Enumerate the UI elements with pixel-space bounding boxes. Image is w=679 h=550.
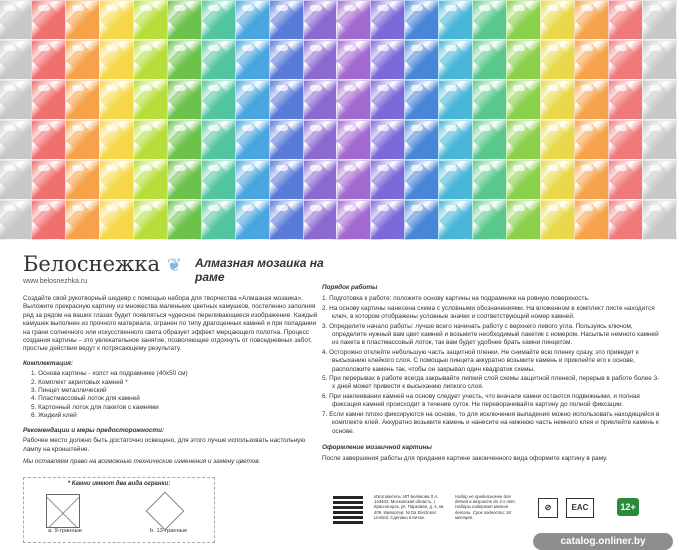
gem-tile (303, 120, 338, 160)
gem-tile (472, 40, 507, 80)
gem-highlight (344, 165, 356, 171)
gem-highlight (547, 125, 559, 131)
nine-facet-gem-icon (46, 494, 80, 528)
brand-url: www.belosnezhka.ru (23, 278, 88, 285)
kit-item: 1. Основа картины - холст на подрамнике (40х50 см) (31, 370, 188, 378)
kit-title: Комплектация: (23, 359, 74, 367)
gem-tile (303, 160, 338, 200)
gem-tile (303, 200, 338, 240)
gem-mosaic-banner (0, 0, 679, 240)
gem-highlight (377, 45, 389, 51)
gem-highlight (445, 85, 457, 91)
gem-tile (133, 40, 168, 80)
gem-highlight (581, 85, 593, 91)
gem-tile (337, 120, 372, 160)
gem-tile (337, 0, 372, 40)
gem-highlight (242, 165, 254, 171)
gem-highlight (581, 165, 593, 171)
gem-tile (99, 200, 134, 240)
gem-highlight (106, 45, 118, 51)
gem-tile (269, 40, 304, 80)
gem-tile (506, 200, 541, 240)
gem-tile (133, 0, 168, 40)
gem-highlight (479, 45, 491, 51)
gem-highlight (276, 85, 288, 91)
gem-highlight (513, 125, 525, 131)
gem-tile (438, 40, 473, 80)
gem-highlight (242, 45, 254, 51)
gem-highlight (377, 125, 389, 131)
left-column (23, 295, 323, 470)
gem-tile (167, 120, 202, 160)
gem-tile (540, 200, 575, 240)
gem-tile (608, 0, 643, 40)
step-item: 4. Осторожно отклейте небольшую часть защитной пленки. Не снимайте всю пленку сразу, это приведет к высыханию клейкого слоя. С помощью пинцета аккуратно возьмите камень и приклейте его к основе, расположите камень так, чтобы он закрывал один квадратик схемы. (322, 348, 639, 373)
gem-tile (574, 200, 609, 240)
gem-tile (438, 160, 473, 200)
gem-tile (438, 120, 473, 160)
gem-tile (65, 120, 100, 160)
gem-tile (269, 120, 304, 160)
gem-tile (404, 120, 439, 160)
gem-highlight (4, 85, 16, 91)
gem-highlight (615, 205, 627, 211)
gem-tile (642, 200, 677, 240)
step-item: 2. На основу картины нанесена схема с условными обозначениями. На вложенном в комплект листе находится ключ, в котором отображены условные значки и соответствующий номер камней. (322, 304, 655, 321)
recommend-text: Рабочее место должно быть достаточно освещено, для этого лучше использовать настольную лампу на кронштейне. (23, 437, 306, 453)
instructions-sheet (0, 242, 679, 550)
gem-highlight (581, 205, 593, 211)
gem-highlight (344, 45, 356, 51)
gem-tile (540, 0, 575, 40)
gem-tile (65, 40, 100, 80)
gem-highlight (344, 125, 356, 131)
gem-highlight (479, 5, 491, 11)
gem-tile (0, 40, 32, 80)
gem-highlight (38, 125, 50, 131)
gem-tile (235, 80, 270, 120)
gem-tile (201, 120, 236, 160)
gem-highlight (106, 165, 118, 171)
gem-tile (370, 80, 405, 120)
gem-tile (642, 40, 677, 80)
gem-highlight (581, 125, 593, 131)
gem-tile (404, 0, 439, 40)
gem-highlight (310, 5, 322, 11)
gem-highlight (310, 205, 322, 211)
gem-highlight (445, 165, 457, 171)
gem-highlight (479, 125, 491, 131)
gem-highlight (513, 165, 525, 171)
gem-tile (201, 0, 236, 40)
gem-highlight (513, 5, 525, 11)
gem-highlight (72, 5, 84, 11)
age-rating-badge: 12+ (617, 498, 639, 516)
gem-highlight (445, 205, 457, 211)
gem-highlight (547, 5, 559, 11)
gem-highlight (411, 85, 423, 91)
gem-highlight (615, 5, 627, 11)
safety-warning: Набор не предназначен для детей в возрасте до 3-х лет. Наборы содержат мелкие детали. Срок годности: 18 месяцев. (455, 494, 516, 520)
gem-highlight (649, 5, 661, 11)
gem-tile (167, 200, 202, 240)
gem-tile (540, 80, 575, 120)
gem-highlight (140, 85, 152, 91)
manufacturer-address: Изготовитель: ИП Белякова Л.А. 143402, Московская область, г. Красногорск, ул. Парковая, д. 4, кв. 409. Импортер: Ni Da Electronic Limited. Сделано в Китае. (374, 494, 445, 520)
cut-label-a: a. 9-гранные (48, 528, 82, 534)
gem-tile (472, 200, 507, 240)
gem-tile (472, 120, 507, 160)
gem-highlight (276, 125, 288, 131)
gem-highlight (615, 165, 627, 171)
gem-highlight (513, 45, 525, 51)
gem-highlight (174, 205, 186, 211)
gem-tile (99, 80, 134, 120)
gem-tile (608, 200, 643, 240)
no-small-children-icon: ⊘ (538, 498, 558, 518)
gem-highlight (72, 165, 84, 171)
gem-highlight (513, 85, 525, 91)
design-text: После завершения работы для придания картине законченного вида оформите картину в раму. (322, 455, 608, 463)
gem-tile (99, 160, 134, 200)
gem-highlight (411, 45, 423, 51)
step-item: 1. Подготовка к работе: положите основу картины на подрамнике на ровную поверхность. (322, 295, 590, 303)
gem-highlight (4, 125, 16, 131)
gem-highlight (174, 5, 186, 11)
gem-tile (404, 80, 439, 120)
gem-highlight (649, 85, 661, 91)
gem-tile (506, 0, 541, 40)
gem-tile (303, 80, 338, 120)
gem-tile (99, 40, 134, 80)
gem-highlight (276, 165, 288, 171)
gem-highlight (615, 125, 627, 131)
gem-highlight (242, 205, 254, 211)
gem-highlight (547, 205, 559, 211)
gem-highlight (445, 45, 457, 51)
cut-label-b: b. 13-гранные (150, 528, 188, 534)
step-item: 7. Если камни плохо фиксируются на основе, то для исключения выпадения можно использовать находящийся в комплекте клей. Аккуратно возьмите камень и нанесите на нижнюю часть немного клея и приклейте камень к основе. (322, 410, 660, 435)
gem-tile (201, 200, 236, 240)
gem-tile (167, 80, 202, 120)
gem-tile (506, 80, 541, 120)
gem-highlight (479, 85, 491, 91)
gem-highlight (547, 85, 559, 91)
gem-tile (574, 120, 609, 160)
gem-highlight (174, 85, 186, 91)
gem-tile (0, 160, 32, 200)
gem-tile (31, 160, 66, 200)
cut-diagram (23, 477, 215, 543)
gem-highlight (310, 125, 322, 131)
design-title: Оформление мозаичной картины (322, 443, 432, 451)
gem-highlight (649, 165, 661, 171)
gem-highlight (547, 165, 559, 171)
cut-diagram-title: * Камни имеют два вида огранки: (67, 481, 171, 487)
gem-tile (574, 40, 609, 80)
gem-tile (337, 160, 372, 200)
gem-tile (642, 120, 677, 160)
gem-tile (337, 80, 372, 120)
intro-text: Создайте свой рукотворный шедевр с помощью набора для творчества «Алмазная мозаика». Выложите прекрасную картину из множества маленьких цветных камушков, постепенно заполняя ряд за рядом на ваших глазах будет появляться чудесное переливающееся изображение. Каждый камушек выполнен из прочного материала, огранен по типу драгоценных камней и при попадании на грани солнечного или искусственного света образует эффект мерцающего полотна. Процесс создания картины – это увлекательное занятие, позволяющее отдохнуть от повседневных забот, простые действия ведут к потрясающему результату. (23, 295, 318, 353)
brand-logo: Белоснежка ❦ (23, 252, 182, 276)
steps-title: Порядок работы (322, 284, 378, 291)
gem-tile (269, 200, 304, 240)
gem-highlight (581, 5, 593, 11)
gem-tile (438, 200, 473, 240)
gem-tile (642, 160, 677, 200)
gem-tile (235, 120, 270, 160)
gem-tile (370, 200, 405, 240)
gem-highlight (38, 205, 50, 211)
gem-highlight (208, 125, 220, 131)
gem-tile (574, 80, 609, 120)
gem-tile (65, 160, 100, 200)
gem-highlight (615, 45, 627, 51)
gem-highlight (377, 165, 389, 171)
gem-highlight (276, 205, 288, 211)
gem-highlight (4, 45, 16, 51)
gem-highlight (4, 205, 16, 211)
step-item: 5. При перерывах в работе всегда закрывайте липкий слой схемы защитной пленкой, перерыв в работе более 3-х дней может привести к высыханию липкого слоя. (322, 375, 660, 391)
gem-tile (99, 120, 134, 160)
gem-highlight (38, 165, 50, 171)
gem-highlight (445, 5, 457, 11)
gem-highlight (547, 45, 559, 51)
gem-highlight (174, 125, 186, 131)
gem-tile (438, 80, 473, 120)
kit-item: 5. Картонный лоток для пакетов с камнями (31, 403, 159, 411)
gem-tile (540, 120, 575, 160)
gem-highlight (242, 85, 254, 91)
gem-tile (506, 40, 541, 80)
gem-highlight (411, 5, 423, 11)
thirteen-facet-gem-icon (146, 492, 184, 530)
gem-tile (370, 160, 405, 200)
gem-highlight (276, 45, 288, 51)
gem-highlight (344, 205, 356, 211)
gem-tile (31, 200, 66, 240)
gem-highlight (649, 45, 661, 51)
gem-highlight (344, 5, 356, 11)
gem-highlight (377, 205, 389, 211)
gem-highlight (479, 205, 491, 211)
gem-highlight (411, 205, 423, 211)
gem-highlight (38, 85, 50, 91)
gem-tile (608, 40, 643, 80)
gem-highlight (106, 85, 118, 91)
gem-highlight (615, 85, 627, 91)
gem-highlight (72, 205, 84, 211)
gem-tile (404, 200, 439, 240)
gem-tile (0, 0, 32, 40)
gem-tile (65, 0, 100, 40)
gem-tile (235, 40, 270, 80)
kit-item: 6. Жидкий клей (31, 412, 77, 420)
product-title: Алмазная мозаика на раме (195, 256, 324, 284)
kit-item: 3. Пинцет металлический (31, 387, 107, 395)
gem-tile (31, 80, 66, 120)
gem-highlight (411, 165, 423, 171)
gem-tile (337, 200, 372, 240)
gem-tile (99, 0, 134, 40)
gem-tile (133, 160, 168, 200)
gem-tile (608, 160, 643, 200)
gem-tile (370, 120, 405, 160)
gem-tile (303, 0, 338, 40)
gem-tile (337, 40, 372, 80)
gem-tile (201, 160, 236, 200)
gem-tile (506, 120, 541, 160)
gem-tile (269, 160, 304, 200)
gem-tile (574, 0, 609, 40)
gem-highlight (649, 125, 661, 131)
gem-highlight (72, 85, 84, 91)
gem-highlight (445, 125, 457, 131)
gem-highlight (72, 125, 84, 131)
gem-highlight (140, 45, 152, 51)
qr-code-icon (333, 494, 363, 524)
gem-highlight (140, 125, 152, 131)
watermark: catalog.onliner.by (533, 533, 673, 550)
gem-tile (506, 160, 541, 200)
gem-tile (608, 80, 643, 120)
gem-tile (642, 80, 677, 120)
gem-tile (235, 160, 270, 200)
gem-highlight (411, 125, 423, 131)
gem-highlight (174, 45, 186, 51)
gem-highlight (38, 5, 50, 11)
gem-highlight (310, 165, 322, 171)
gem-highlight (140, 165, 152, 171)
gem-tile (269, 0, 304, 40)
gem-tile (404, 40, 439, 80)
gem-highlight (649, 205, 661, 211)
gem-highlight (106, 125, 118, 131)
gem-tile (472, 80, 507, 120)
gem-highlight (208, 5, 220, 11)
gem-highlight (140, 5, 152, 11)
gem-highlight (208, 45, 220, 51)
gem-tile (0, 80, 32, 120)
gem-tile (540, 40, 575, 80)
gem-tile (31, 0, 66, 40)
gem-tile (235, 0, 270, 40)
gem-highlight (310, 85, 322, 91)
gem-highlight (377, 85, 389, 91)
gem-tile (0, 200, 32, 240)
gem-tile (574, 160, 609, 200)
gem-highlight (242, 125, 254, 131)
gem-tile (370, 0, 405, 40)
kit-item: 4. Пластмассовый лоток для камней (31, 395, 140, 403)
gem-tile (438, 0, 473, 40)
gem-tile (235, 200, 270, 240)
gem-highlight (106, 205, 118, 211)
gem-tile (404, 160, 439, 200)
gem-highlight (72, 45, 84, 51)
step-item: 3. Определите начало работы: лучше всего начинать работу с верхнего левого угла. Пользуясь ключом, определите нужный вам цвет камней и возьмите необходимый пакетик с номером. Насыпьте немного камней из пакета в пластмассовый лоток, так вам будет удобнее брать камни пинцетом. (322, 322, 659, 347)
gem-tile (65, 200, 100, 240)
gem-tile (608, 120, 643, 160)
gem-highlight (174, 165, 186, 171)
gem-tile (65, 80, 100, 120)
gem-tile (133, 80, 168, 120)
gem-tile (167, 0, 202, 40)
butterfly-icon: ❦ (166, 255, 182, 276)
gem-tile (269, 80, 304, 120)
disclaimer-note: Мы оставляем право на возможные технические изменения и замену цветов. (23, 457, 261, 465)
eac-mark-icon: EAC (566, 498, 594, 518)
kit-item: 2. Комплект акриловых камней * (31, 378, 128, 386)
recommend-title: Рекомендации и меры предосторожности: (23, 426, 165, 434)
gem-highlight (38, 45, 50, 51)
step-item: 6. При наклеивании камней на основу следует учесть, что вначале камни остаются подвижными, и полная фиксация камней происходит в течение суток. Не переворачивайте картину до полной фиксации. (322, 392, 640, 409)
gem-highlight (344, 85, 356, 91)
gem-tile (303, 40, 338, 80)
gem-highlight (242, 5, 254, 11)
gem-tile (133, 120, 168, 160)
gem-tile (472, 160, 507, 200)
gem-highlight (208, 205, 220, 211)
gem-tile (540, 160, 575, 200)
gem-tile (370, 40, 405, 80)
gem-tile (642, 0, 677, 40)
gem-highlight (4, 165, 16, 171)
gem-highlight (479, 165, 491, 171)
gem-tile (0, 120, 32, 160)
gem-highlight (106, 5, 118, 11)
gem-highlight (513, 205, 525, 211)
gem-highlight (208, 165, 220, 171)
gem-tile (133, 200, 168, 240)
gem-highlight (377, 5, 389, 11)
gem-highlight (581, 45, 593, 51)
gem-highlight (140, 205, 152, 211)
gem-tile (31, 120, 66, 160)
gem-tile (31, 40, 66, 80)
gem-highlight (208, 85, 220, 91)
gem-tile (167, 160, 202, 200)
gem-tile (167, 40, 202, 80)
right-column (322, 282, 662, 464)
gem-tile (472, 0, 507, 40)
gem-highlight (4, 5, 16, 11)
gem-highlight (276, 5, 288, 11)
gem-tile (201, 80, 236, 120)
gem-tile (201, 40, 236, 80)
gem-highlight (310, 45, 322, 51)
